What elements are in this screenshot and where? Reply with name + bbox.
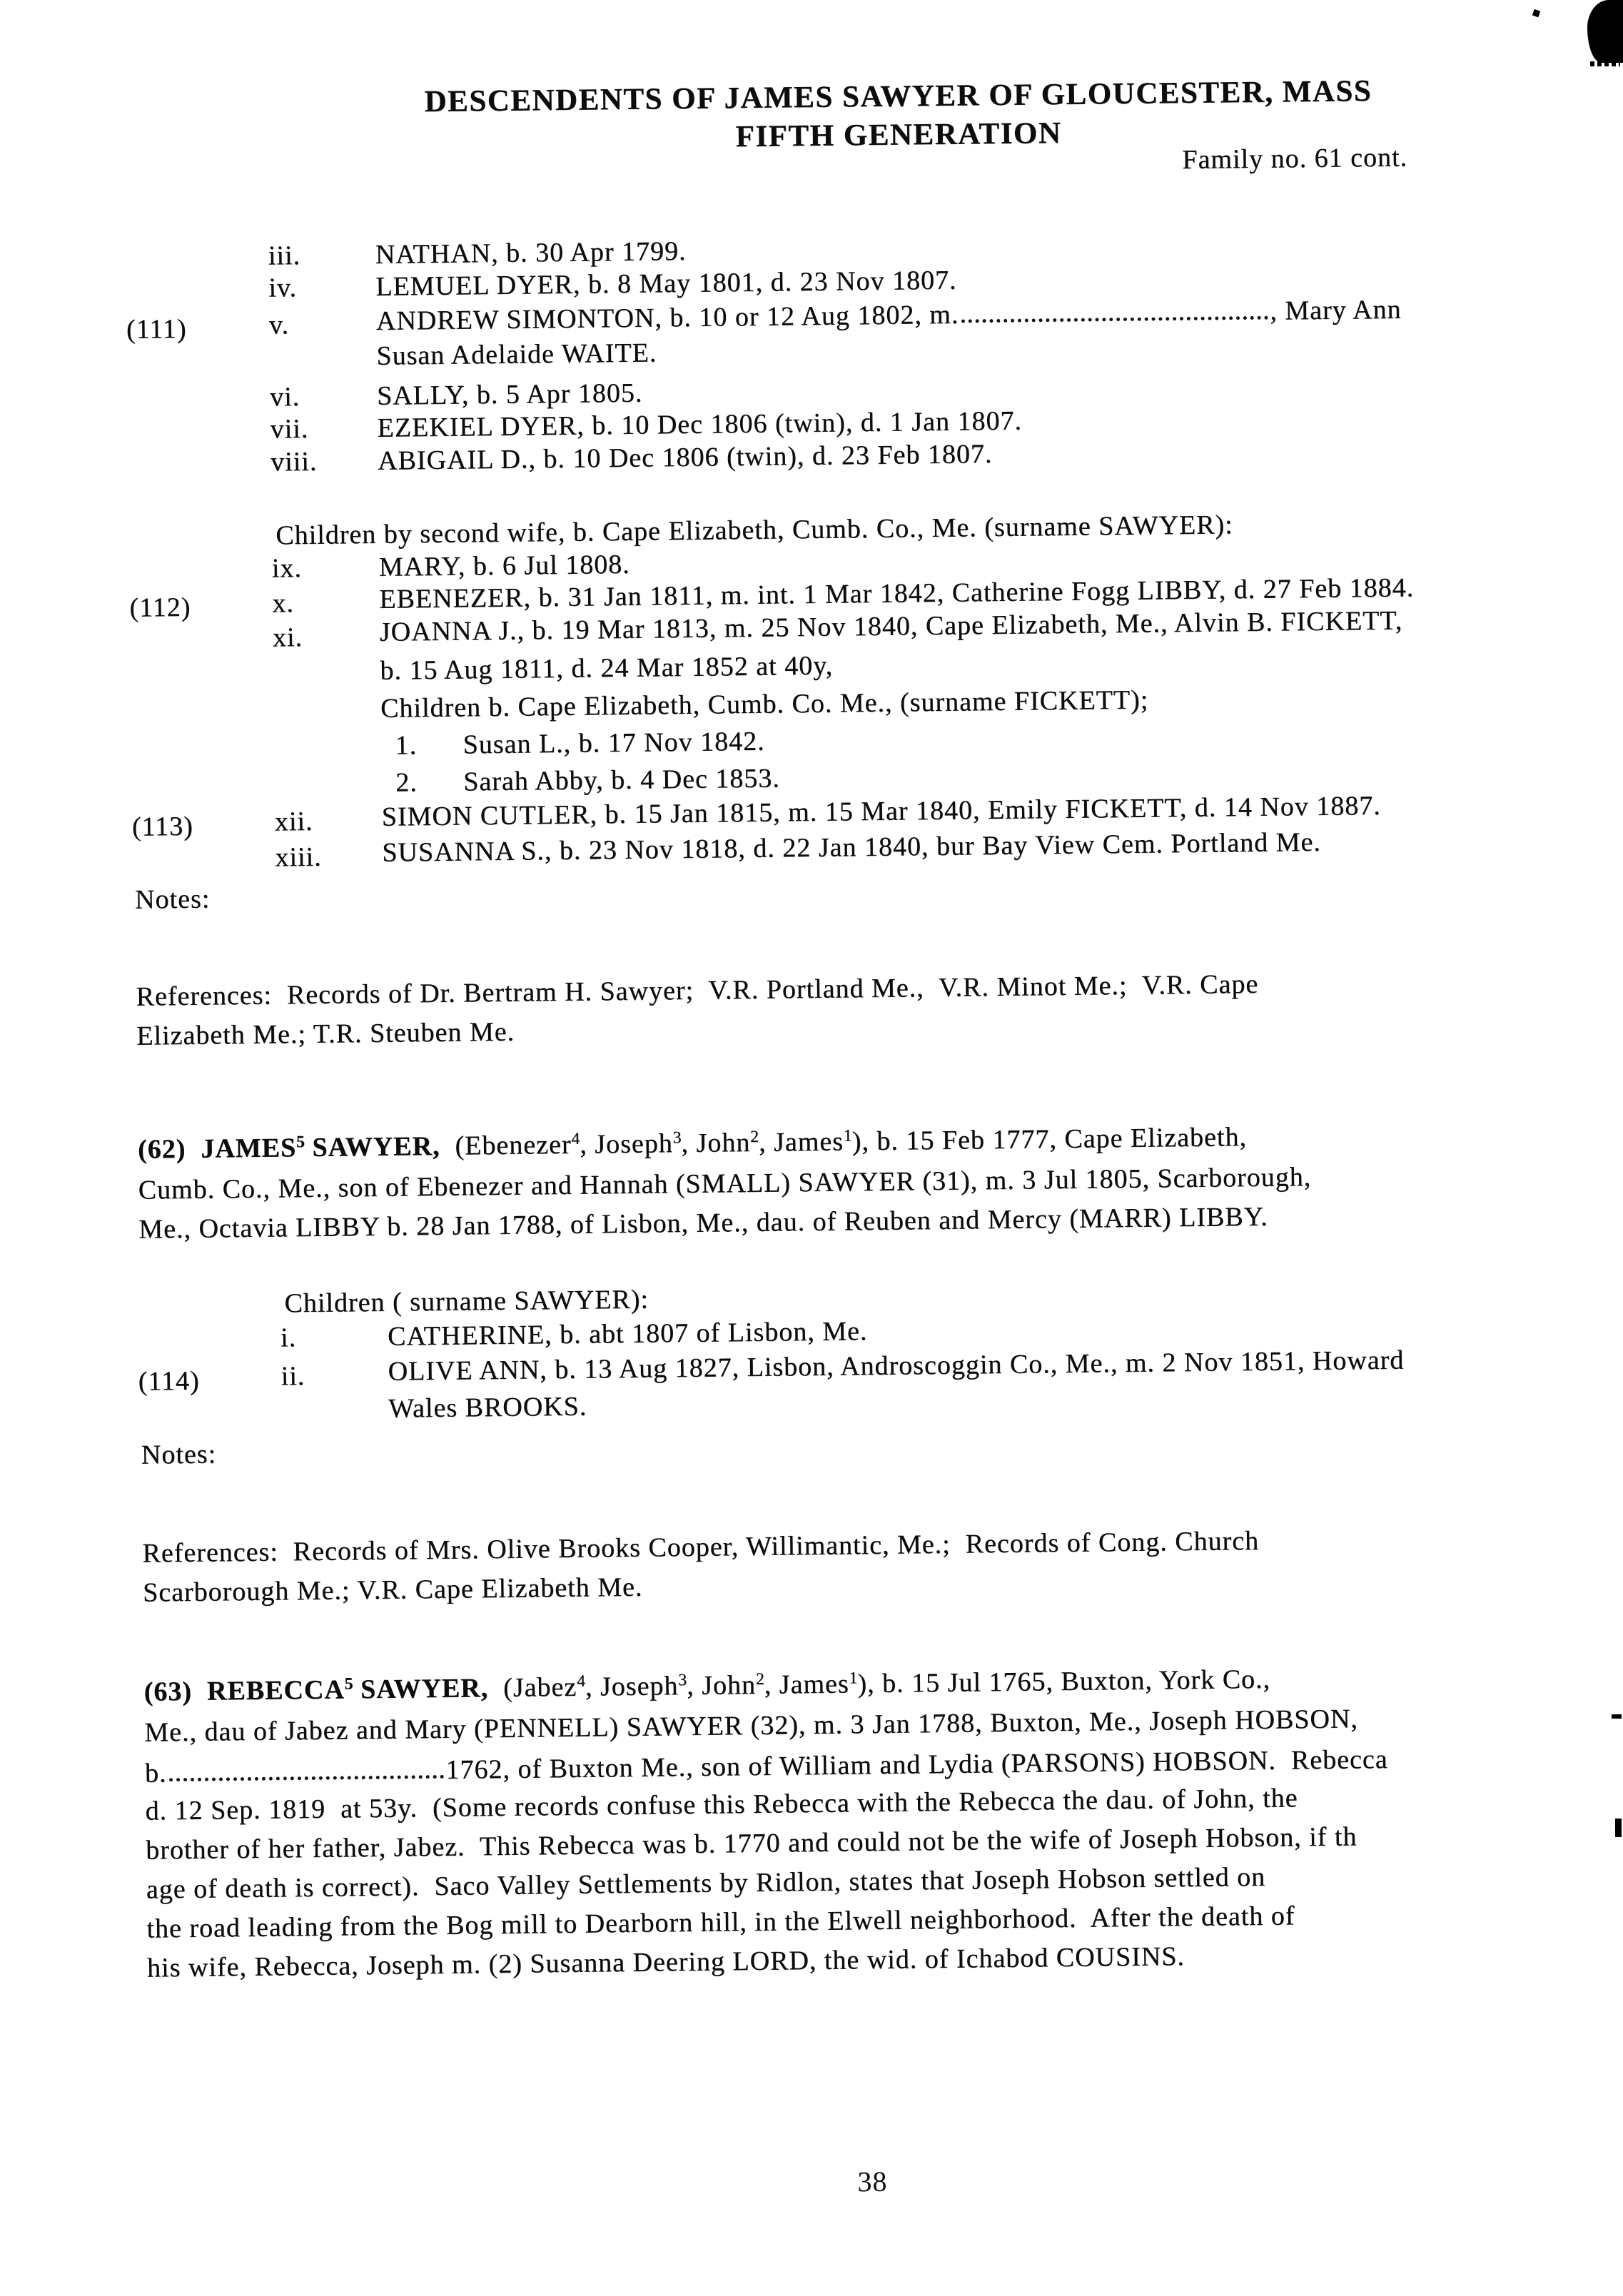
notes-label-62: Notes:: [141, 1439, 217, 1470]
grandchild-text: Sarah Abby, b. 4 Dec 1853.: [463, 763, 781, 797]
child-entry-text: JOANNA J., b. 19 Mar 1813, m. 25 Nov 1840, Cape Elizabeth, Me., Alvin B. FICKETT,: [379, 605, 1403, 647]
references-62-line1: References: Records of Mrs. Olive Brooks Cooper, Willimantic, Me.; Records of Cong. Church: [142, 1525, 1260, 1569]
family-63-line6: age of death is correct). Saco Valley Settlements by Ridlon, states that Joseph Hobson settled on: [146, 1861, 1266, 1905]
child-entry-text: MARY, b. 6 Jul 1808.: [378, 549, 630, 582]
child-numeral: i.: [280, 1323, 297, 1353]
family-63-line8: his wife, Rebecca, Joseph m. (2) Susanna Deering LORD, the wid. of Ichabod COUSINS.: [146, 1941, 1185, 1983]
scan-blob-artifact: [1587, 0, 1623, 63]
child-entry-text: SALLY, b. 5 Apr 1805.: [376, 378, 643, 411]
references-61-line2: Elizabeth Me.; T.R. Steuben Me.: [136, 1016, 515, 1051]
child-entry-text: Wales BROOKS.: [388, 1391, 587, 1424]
child-entry-text: OLIVE ANN, b. 13 Aug 1827, Lisbon, Androscoggin Co., Me., m. 2 Nov 1851, Howard: [388, 1345, 1405, 1387]
scan-speck: [1612, 1714, 1622, 1719]
child-entry-text: Children b. Cape Elizabeth, Cumb. Co. Me., (surname FICKETT);: [380, 684, 1149, 724]
child-numeral: ii.: [280, 1361, 305, 1392]
family-63-line5: brother of her father, Jabez. This Rebecca was b. 1770 and could not be the wife of Joseph Hobson, if th: [145, 1821, 1357, 1866]
child-entry-text: ABIGAIL D., b. 10 Dec 1806 (twin), d. 23 Feb 1807.: [377, 439, 993, 476]
child-entry-text: b. 15 Aug 1811, d. 24 Mar 1852 at 40y,: [380, 650, 834, 686]
child-numeral: x.: [272, 588, 295, 619]
child-numeral: xi.: [272, 622, 303, 653]
scan-speck: [1615, 1819, 1622, 1837]
family-ref-111: (111): [126, 313, 187, 345]
family-continuation-note: Family no. 61 cont.: [1182, 142, 1408, 176]
section-header-text: Children by second wife, b. Cape Elizabeth, Cumb. Co., Me. (surname SAWYER):: [275, 510, 1233, 551]
child-numeral: xii.: [274, 806, 313, 837]
family-63-line4: d. 12 Sep. 1819 at 53y. (Some records confuse this Rebecca with the Rebecca the dau. of John, the: [145, 1783, 1298, 1826]
child-numeral: iv.: [268, 273, 298, 303]
child-entry-text: NATHAN, b. 30 Apr 1799.: [375, 236, 687, 270]
family-63-heading: (63) REBECCA$^5$ SAWYER, (Jabez$^4$, Joseph$^3$, John$^2$, James$^1$), b. 15 Jul 1765, Buxton, York Co.,: [143, 1664, 1271, 1707]
family-62-line2: Cumb. Co., Me., son of Ebenezer and Hannah (SMALL) SAWYER (31), m. 3 Jul 1805, Scarborough,: [138, 1162, 1312, 1205]
family-ref-113: (113): [131, 811, 194, 842]
child-entry-text: Susan Adelaide WAITE.: [376, 338, 657, 371]
references-61-line1: References: Records of Dr. Bertram H. Sawyer; V.R. Portland Me., V.R. Minot Me.; V.R. Cape: [136, 969, 1259, 1012]
child-entry-text: SIMON CUTLER, b. 15 Jan 1815, m. 15 Mar 1840, Emily FICKETT, d. 14 Nov 1887.: [381, 790, 1381, 832]
child-numeral: vii.: [270, 413, 309, 445]
grandchild-number: 2.: [395, 767, 418, 798]
child-numeral: iii.: [268, 241, 301, 271]
child-numeral: xiii.: [275, 841, 322, 873]
family-62-heading: (62) JAMES$^5$ SAWYER, (Ebenezer$^4$, Joseph$^3$, John$^2$, James$^1$), b. 15 Feb 1777, Cape Elizabeth,: [137, 1122, 1248, 1165]
child-entry-text: EBENEZER, b. 31 Jan 1811, m. int. 1 Mar 1842, Catherine Fogg LIBBY, d. 27 Feb 1884.: [379, 572, 1415, 615]
section-header-text: Children ( surname SAWYER):: [284, 1284, 649, 1319]
child-numeral: viii.: [270, 446, 318, 477]
child-entry-text: LEMUEL DYER, b. 8 May 1801, d. 23 Nov 1807.: [375, 265, 957, 302]
family-62-line3: Me., Octavia LIBBY b. 28 Jan 1788, of Lisbon, Me., dau. of Reuben and Mercy (MARR) LIBBY.: [138, 1201, 1268, 1245]
scan-blob-fringe: [1590, 61, 1620, 66]
family-ref-114: (114): [138, 1365, 200, 1397]
family-63-line7: the road leading from the Bog mill to Dearborn hill, in the Elwell neighborhood. After the death of: [146, 1901, 1295, 1944]
references-62-line2: Scarborough Me.; V.R. Cape Elizabeth Me.: [142, 1572, 643, 1608]
family-63-line3: b. 1762, of Buxton Me., son of William and Lydia (PARSONS) HOBSON. Rebecca: [144, 1744, 1388, 1789]
grandchild-number: 1.: [395, 730, 418, 761]
family-63-line2: Me., dau of Jabez and Mary (PENNELL) SAWYER (32), m. 3 Jan 1788, Buxton, Me., Joseph HOBSON,: [144, 1704, 1359, 1748]
child-entry-text: ANDREW SIMONTON, b. 10 or 12 Aug 1802, m. , Mary Ann: [375, 294, 1402, 337]
notes-label-61: Notes:: [134, 884, 211, 915]
page-title-line1: DESCENDENTS OF JAMES SAWYER OF GLOUCESTER, MASS: [424, 74, 1372, 119]
family-ref-112: (112): [129, 592, 191, 623]
child-entry-text: CATHERINE, b. abt 1807 of Lisbon, Me.: [387, 1316, 868, 1352]
grandchild-text: Susan L., b. 17 Nov 1842.: [462, 726, 765, 760]
page-number: 38: [857, 2165, 888, 2198]
page-title-line2: FIFTH GENERATION: [735, 116, 1062, 154]
child-numeral: vi.: [269, 382, 300, 413]
child-entry-text: EZEKIEL DYER, b. 10 Dec 1806 (twin), d. 1 Jan 1807.: [377, 405, 1023, 443]
child-numeral: ix.: [271, 553, 303, 584]
child-numeral: v.: [268, 310, 290, 340]
child-entry-text: SUSANNA S., b. 23 Nov 1818, d. 22 Jan 1840, bur Bay View Cem. Portland Me.: [382, 826, 1322, 868]
